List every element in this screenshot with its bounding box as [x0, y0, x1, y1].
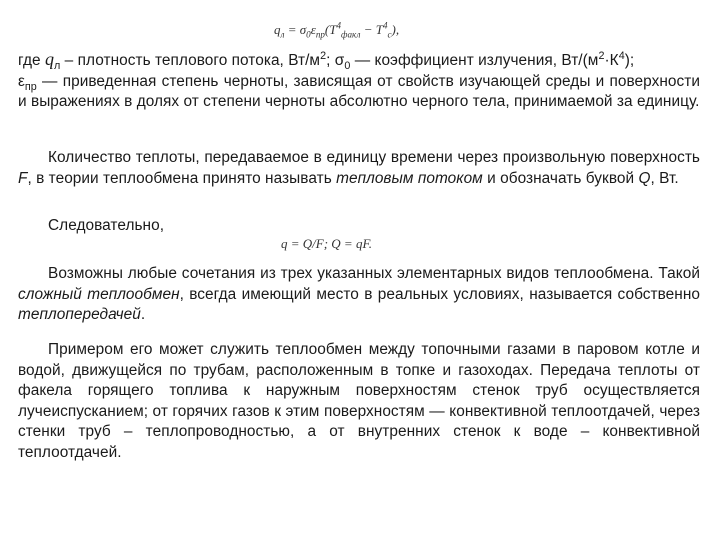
- boiler-example-paragraph: Примером его может служить теплообмен между топочными газами в паровом котле и водой, движущейся по трубам, расположенным в топке и газоходах. Передача теплоты от факела горящего топлива к наружным поверхностям стенок труб осуществляется лучеиспусканием; от горячих газов к этим поверхностям — конвективной теплоотдачей, через стенки труб – теплопроводностью, а от внутренних стенок к воде – конвективной теплоотдачей.: [18, 341, 700, 461]
- definitions-paragraph: где $q_л$ – плотность теплового потока, $Вт/м^2$; $\sigma_0$ — коэффициент излучения, $Вт/(м^2\cdot К^4)$; $\varepsilon_{пр}$ — приведенная степень черноты, зависящая от свойств изучающей среды и поверхности и выражениях в долях от степени черноты абсолютно черного тела, принимаемой за единицу.: [18, 49, 700, 111]
- radiation-formula: $q_л = \sigma_0\varepsilon_{пр}(T^4_{факл} - T^4_c)$,: [274, 20, 400, 40]
- complex-heat-exchange-paragraph: Возможны любые сочетания из трех указанных элементарных видов теплообмена. Такой сложный теплообмен, всегда имеющий место в реальных условиях, называется собственно теплопередачей.: [18, 265, 700, 324]
- consequently-paragraph: Следовательно,: [48, 217, 165, 234]
- heat-flux-formula: q = Q/F; Q = qF.: [281, 236, 372, 251]
- heat-flow-paragraph: Количество теплоты, передаваемое в единицу времени через произвольную поверхность F, в теории теплообмена принято называть тепловым потоком и обозначать буквой Q, Вт.: [18, 149, 700, 187]
